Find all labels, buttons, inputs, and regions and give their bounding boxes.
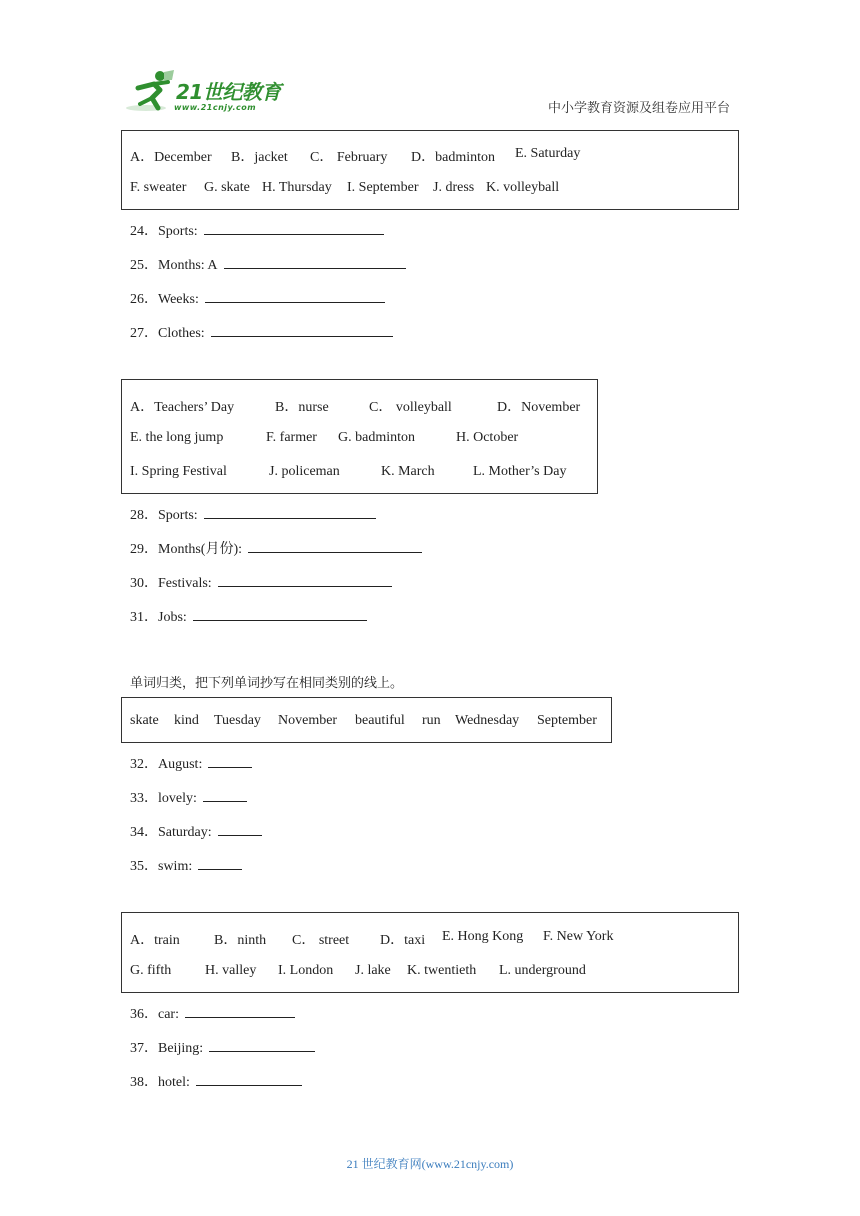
option: B．jacket <box>231 150 288 165</box>
option: H. October <box>456 430 519 445</box>
question-label: 37．Beijing: <box>130 1041 204 1056</box>
question-34 <box>130 821 262 841</box>
answer-line[interactable] <box>209 1037 315 1052</box>
runner-logo-icon <box>124 68 176 116</box>
option: E. the long jump <box>130 430 224 445</box>
option: H. valley <box>205 963 257 978</box>
question-label: 29．Months(月份): <box>130 542 242 557</box>
word-bank-box-4 <box>121 912 739 993</box>
word: skate <box>130 713 159 728</box>
answer-line[interactable] <box>218 821 262 836</box>
option: I. Spring Festival <box>130 464 227 479</box>
logo-url: www.21cnjy.com <box>174 103 257 112</box>
option: C． street <box>292 933 350 948</box>
word: beautiful <box>355 713 405 728</box>
question-label: 38．hotel: <box>130 1075 190 1090</box>
question-label: 31．Jobs: <box>130 610 187 625</box>
answer-line[interactable] <box>224 254 406 269</box>
question-27 <box>130 322 393 342</box>
option: A．December <box>130 150 212 165</box>
question-label: 24．Sports: <box>130 224 198 239</box>
answer-line[interactable] <box>185 1003 295 1018</box>
option: F. New York <box>543 929 614 944</box>
question-label: 32．August: <box>130 757 203 772</box>
answer-line[interactable] <box>204 220 384 235</box>
word: kind <box>174 713 199 728</box>
word: Wednesday <box>455 713 520 728</box>
answer-line[interactable] <box>203 787 247 802</box>
option: L. underground <box>499 963 586 978</box>
word-bank-box-2 <box>121 379 598 494</box>
option: I. London <box>278 963 334 978</box>
option: C． volleyball <box>369 400 452 415</box>
question-33 <box>130 787 247 807</box>
answer-line[interactable] <box>211 322 393 337</box>
question-32 <box>130 753 252 773</box>
platform-name: 中小学教育资源及组卷应用平台 <box>547 101 730 116</box>
question-label: 27．Clothes: <box>130 326 205 341</box>
option: I. September <box>347 180 419 195</box>
answer-line[interactable] <box>208 753 252 768</box>
question-24 <box>130 220 384 240</box>
answer-line[interactable] <box>193 606 367 621</box>
question-38 <box>130 1071 302 1091</box>
answer-line[interactable] <box>205 288 385 303</box>
option: G. fifth <box>130 963 172 978</box>
option: D．taxi <box>380 933 426 948</box>
option: G. badminton <box>338 430 415 445</box>
question-label: 30．Festivals: <box>130 576 212 591</box>
question-28 <box>130 504 376 524</box>
question-36 <box>130 1003 295 1023</box>
option: H. Thursday <box>262 180 332 195</box>
page-footer: 21 世纪教育网(www.21cnjy.com) <box>346 1157 514 1171</box>
word-bank-box-3 <box>121 697 612 743</box>
word: Tuesday <box>214 713 261 728</box>
question-label: 34．Saturday: <box>130 825 212 840</box>
question-label: 35．swim: <box>130 859 193 874</box>
question-29 <box>130 538 422 558</box>
question-31 <box>130 606 367 626</box>
answer-line[interactable] <box>218 572 392 587</box>
option: E. Hong Kong <box>442 929 524 944</box>
question-label: 25．Months: A <box>130 258 218 273</box>
option: L. Mother’s Day <box>473 464 567 479</box>
word-bank-box-1 <box>121 130 739 210</box>
question-label: 33．lovely: <box>130 791 197 806</box>
option: G. skate <box>204 180 250 195</box>
question-25 <box>130 254 406 274</box>
option: E. Saturday <box>515 146 581 161</box>
site-logo <box>124 68 294 116</box>
answer-line[interactable] <box>198 855 242 870</box>
answer-line[interactable] <box>204 504 376 519</box>
question-label: 26．Weeks: <box>130 292 199 307</box>
question-30 <box>130 572 392 592</box>
word: September <box>537 713 597 728</box>
option: C． February <box>310 150 388 165</box>
question-35 <box>130 855 242 875</box>
option: K. twentieth <box>407 963 477 978</box>
word: November <box>278 713 338 728</box>
question-37 <box>130 1037 315 1057</box>
option: J. policeman <box>269 464 340 479</box>
option: A．Teachers’ Day <box>130 400 235 415</box>
answer-line[interactable] <box>196 1071 302 1086</box>
option: D．badminton <box>411 150 495 165</box>
option: B．nurse <box>275 400 329 415</box>
question-label: 36．car: <box>130 1007 179 1022</box>
option: K. March <box>381 464 435 479</box>
option: F. farmer <box>266 430 317 445</box>
option: K. volleyball <box>486 180 560 195</box>
instruction: 单词归类，把下列单词抄写在相同类别的线上。 <box>130 676 404 691</box>
option: B．ninth <box>214 933 267 948</box>
option: F. sweater <box>130 180 187 195</box>
answer-line[interactable] <box>248 538 422 553</box>
question-label: 28．Sports: <box>130 508 198 523</box>
option: J. lake <box>355 963 391 978</box>
logo-text: 21世纪教育 <box>176 80 281 104</box>
option: J. dress <box>433 180 475 195</box>
option: A．train <box>130 933 180 948</box>
word: run <box>422 713 441 728</box>
question-26 <box>130 288 385 308</box>
option: D．November <box>497 400 581 415</box>
